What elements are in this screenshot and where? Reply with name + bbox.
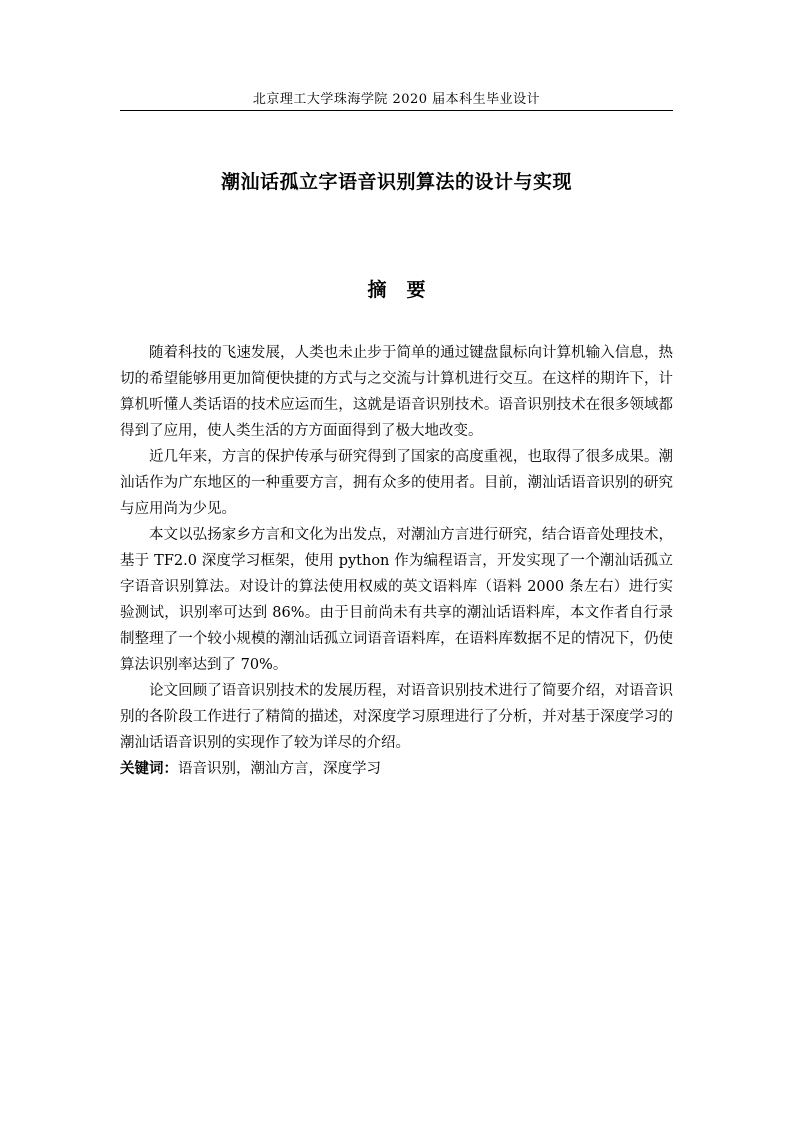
abstract-paragraph-3: 本文以弘扬家乡方言和文化为出发点，对潮汕方言进行研究，结合语音处理技术，基于 TF2.0 深度学习框架，使用 python 作为编程语言，开发实现了一个潮汕话孤立字语音识别算法。对设计的算法使用权威的英文语料库（语料 2000 条左右）进行实验测试，识别率可达到 86%。由于目前尚未有共享的潮汕话语料库，本文作者自行录制整理了一个较小规模的潮汕话孤立词语音语料库，在语料库数据不足的情况下，仍使算法识别率达到了 70%。 [120, 527, 673, 673]
keywords-value: 语音识别，潮汕方言，深度学习 [178, 761, 381, 777]
abstract-paragraph-2: 近几年来，方言的保护传承与研究得到了国家的高度重视，也取得了很多成果。潮汕话作为广东地区的一种重要方言，拥有众多的使用者。目前，潮汕话语音识别的研究与应用尚为少见。 [120, 449, 673, 517]
abstract-paragraph-1: 随着科技的飞速发展，人类也未止步于简单的通过键盘鼠标向计算机输入信息，热切的希望能够用更加简便快捷的方式与之交流与计算机进行交互。在这样的期许下，计算机听懂人类话语的技术应运而生，这就是语音识别技术。语音识别技术在很多领域都得到了应用，使人类生活的方方面面得到了极大地改变。 [120, 345, 673, 439]
header-rule [120, 110, 673, 111]
keywords-label: 关键词： [120, 761, 178, 777]
abstract-heading: 摘要 [367, 279, 446, 301]
paper-title: 潮汕话孤立字语音识别算法的设计与实现 [220, 171, 572, 193]
abstract-body [120, 340, 673, 782]
keywords-line [120, 756, 673, 782]
running-header: 北京理工大学珠海学院 2020 届本科生毕业设计 [252, 92, 541, 107]
abstract-paragraph-4: 论文回顾了语音识别技术的发展历程，对语音识别技术进行了简要介绍，对语音识别的各阶段工作进行了精简的描述，对深度学习原理进行了分析，并对基于深度学习的潮汕话语音识别的实现作了较为详尽的介绍。 [120, 683, 673, 751]
